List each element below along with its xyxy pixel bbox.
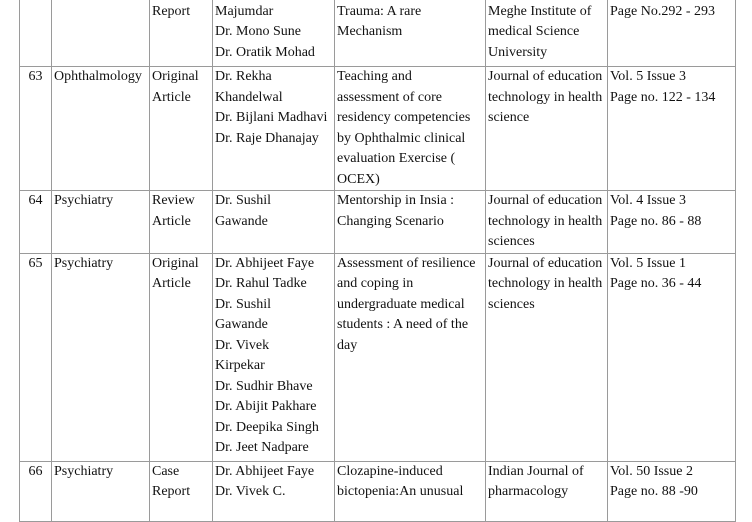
author-line: Dr. Bijlani Madhavi bbox=[215, 110, 328, 125]
department-cell: Psychiatry bbox=[52, 253, 150, 461]
journal-line: Journal of education bbox=[488, 69, 603, 84]
title-cell bbox=[335, 461, 486, 521]
author-line: Dr. Rekha bbox=[215, 69, 272, 84]
table-row bbox=[20, 191, 736, 254]
journal-line: Journal of education bbox=[488, 255, 603, 271]
article-type-cell bbox=[150, 67, 213, 191]
title-line: evaluation Exercise ( bbox=[337, 151, 456, 166]
department-cell: Psychiatry bbox=[52, 461, 150, 521]
journal-cell bbox=[486, 253, 608, 461]
author-line: Dr. Mono Sune bbox=[215, 24, 301, 39]
volume-pages-cell bbox=[608, 0, 736, 67]
pages-line: Page no. 88 -90 bbox=[610, 484, 698, 499]
author-line: Gawande bbox=[215, 213, 268, 229]
title-cell bbox=[335, 191, 486, 254]
title-line: day bbox=[337, 337, 358, 353]
author-line: Dr. Abijit Pakhare bbox=[215, 399, 317, 414]
author-line: Majumdar bbox=[215, 3, 274, 19]
title-line: by Ophthalmic clinical bbox=[337, 130, 466, 146]
journal-line: pharmacology bbox=[488, 484, 569, 499]
publications-table bbox=[19, 0, 736, 522]
title-line: assessment of core bbox=[337, 89, 442, 105]
pages-line: Page no. 122 - 134 bbox=[610, 89, 716, 105]
authors-cell bbox=[213, 67, 335, 191]
table-row bbox=[20, 0, 736, 67]
volume-pages-cell bbox=[608, 67, 736, 191]
department-cell: Psychiatry bbox=[52, 191, 150, 254]
serial-number-cell: 65 bbox=[20, 253, 52, 461]
journal-line: University bbox=[488, 44, 548, 60]
authors-cell bbox=[213, 253, 335, 461]
journal-line: Journal of education bbox=[488, 193, 603, 208]
authors-cell bbox=[213, 461, 335, 521]
authors-cell bbox=[213, 191, 335, 254]
title-line: Teaching and bbox=[337, 69, 412, 84]
journal-line: technology in health bbox=[488, 89, 603, 105]
journal-cell bbox=[486, 0, 608, 67]
volume-pages-cell bbox=[608, 461, 736, 521]
title-cell bbox=[335, 253, 486, 461]
journal-line: Indian Journal of bbox=[488, 463, 584, 479]
pages-line: Page no. 36 - 44 bbox=[610, 276, 702, 291]
journal-line: technology in health bbox=[488, 213, 603, 229]
volume-line: Vol. 4 Issue 3 bbox=[610, 193, 686, 208]
author-line: Dr. Jeet Nadpare bbox=[215, 440, 309, 455]
title-line: students : A need of the bbox=[337, 317, 469, 332]
article-type-line: Article bbox=[152, 276, 191, 291]
article-type-line: Report bbox=[152, 484, 191, 499]
article-type-line: Review bbox=[152, 193, 195, 208]
journal-cell bbox=[486, 191, 608, 254]
title-line: Changing Scenario bbox=[337, 213, 444, 229]
author-line: Dr. Oratik Mohad bbox=[215, 44, 315, 60]
journal-line: Meghe Institute of bbox=[488, 3, 592, 19]
authors-cell bbox=[213, 0, 335, 67]
article-type-cell bbox=[150, 191, 213, 254]
article-type-line: Article bbox=[152, 213, 191, 229]
journal-line: medical Science bbox=[488, 24, 580, 39]
journal-line: science bbox=[488, 110, 530, 125]
article-type-line: Original bbox=[152, 255, 199, 271]
volume-line: Vol. 50 Issue 2 bbox=[610, 463, 693, 479]
title-line: Mentorship in Insia : bbox=[337, 193, 455, 208]
article-type-cell bbox=[150, 253, 213, 461]
department-cell bbox=[52, 0, 150, 67]
table-row bbox=[20, 253, 736, 461]
table-row bbox=[20, 67, 736, 191]
title-line: residency competencies bbox=[337, 110, 471, 125]
author-line: Dr. Rahul Tadke bbox=[215, 276, 307, 291]
volume-pages-cell bbox=[608, 191, 736, 254]
title-line: Assessment of resilience bbox=[337, 255, 476, 271]
author-line: Dr. Abhijeet Faye bbox=[215, 255, 315, 271]
author-line: Dr. Vivek C. bbox=[215, 484, 286, 499]
article-type-cell bbox=[150, 461, 213, 521]
journal-cell bbox=[486, 67, 608, 191]
author-line: Dr. Vivek bbox=[215, 337, 270, 353]
author-line: Khandelwal bbox=[215, 89, 283, 105]
title-cell bbox=[335, 0, 486, 67]
author-line: Dr. Raje Dhanajay bbox=[215, 130, 319, 146]
title-cell bbox=[335, 67, 486, 191]
author-line: Kirpekar bbox=[215, 358, 265, 373]
title-line: undergraduate medical bbox=[337, 296, 465, 312]
table-row bbox=[20, 461, 736, 521]
journal-cell bbox=[486, 461, 608, 521]
volume-line: Vol. 5 Issue 3 bbox=[610, 69, 686, 84]
author-line: Dr. Sushil bbox=[215, 193, 272, 208]
serial-number-cell: 63 bbox=[20, 67, 52, 191]
article-type-line: Report bbox=[152, 3, 191, 19]
volume-line: Vol. 5 Issue 1 bbox=[610, 255, 686, 271]
article-type-line: Article bbox=[152, 89, 191, 105]
article-type-line: Original bbox=[152, 69, 199, 84]
author-line: Dr. Deepika Singh bbox=[215, 419, 319, 435]
article-type-cell bbox=[150, 0, 213, 67]
author-line: Dr. Abhijeet Faye bbox=[215, 463, 315, 479]
serial-number-cell: 66 bbox=[20, 461, 52, 521]
author-line: Gawande bbox=[215, 317, 268, 332]
title-line: bictopenia:An unusual bbox=[337, 484, 464, 499]
journal-line: sciences bbox=[488, 296, 535, 312]
title-line: Trauma: A rare bbox=[337, 3, 422, 19]
table-body bbox=[20, 0, 736, 521]
title-line: Mechanism bbox=[337, 24, 403, 39]
journal-line: technology in health bbox=[488, 276, 603, 291]
journal-line: sciences bbox=[488, 234, 535, 249]
author-line: Dr. Sudhir Bhave bbox=[215, 378, 313, 394]
department-cell: Ophthalmology bbox=[52, 67, 150, 191]
author-line: Dr. Sushil bbox=[215, 296, 272, 312]
title-line: OCEX) bbox=[337, 171, 380, 187]
pages-line: Page no. 86 - 88 bbox=[610, 213, 702, 229]
volume-pages-cell bbox=[608, 253, 736, 461]
title-line: and coping in bbox=[337, 276, 414, 291]
title-line: Clozapine-induced bbox=[337, 463, 443, 479]
article-type-line: Case bbox=[152, 463, 180, 479]
serial-number-cell: 64 bbox=[20, 191, 52, 254]
serial-number-cell bbox=[20, 0, 52, 67]
pages-line: Page No.292 - 293 bbox=[610, 3, 715, 19]
